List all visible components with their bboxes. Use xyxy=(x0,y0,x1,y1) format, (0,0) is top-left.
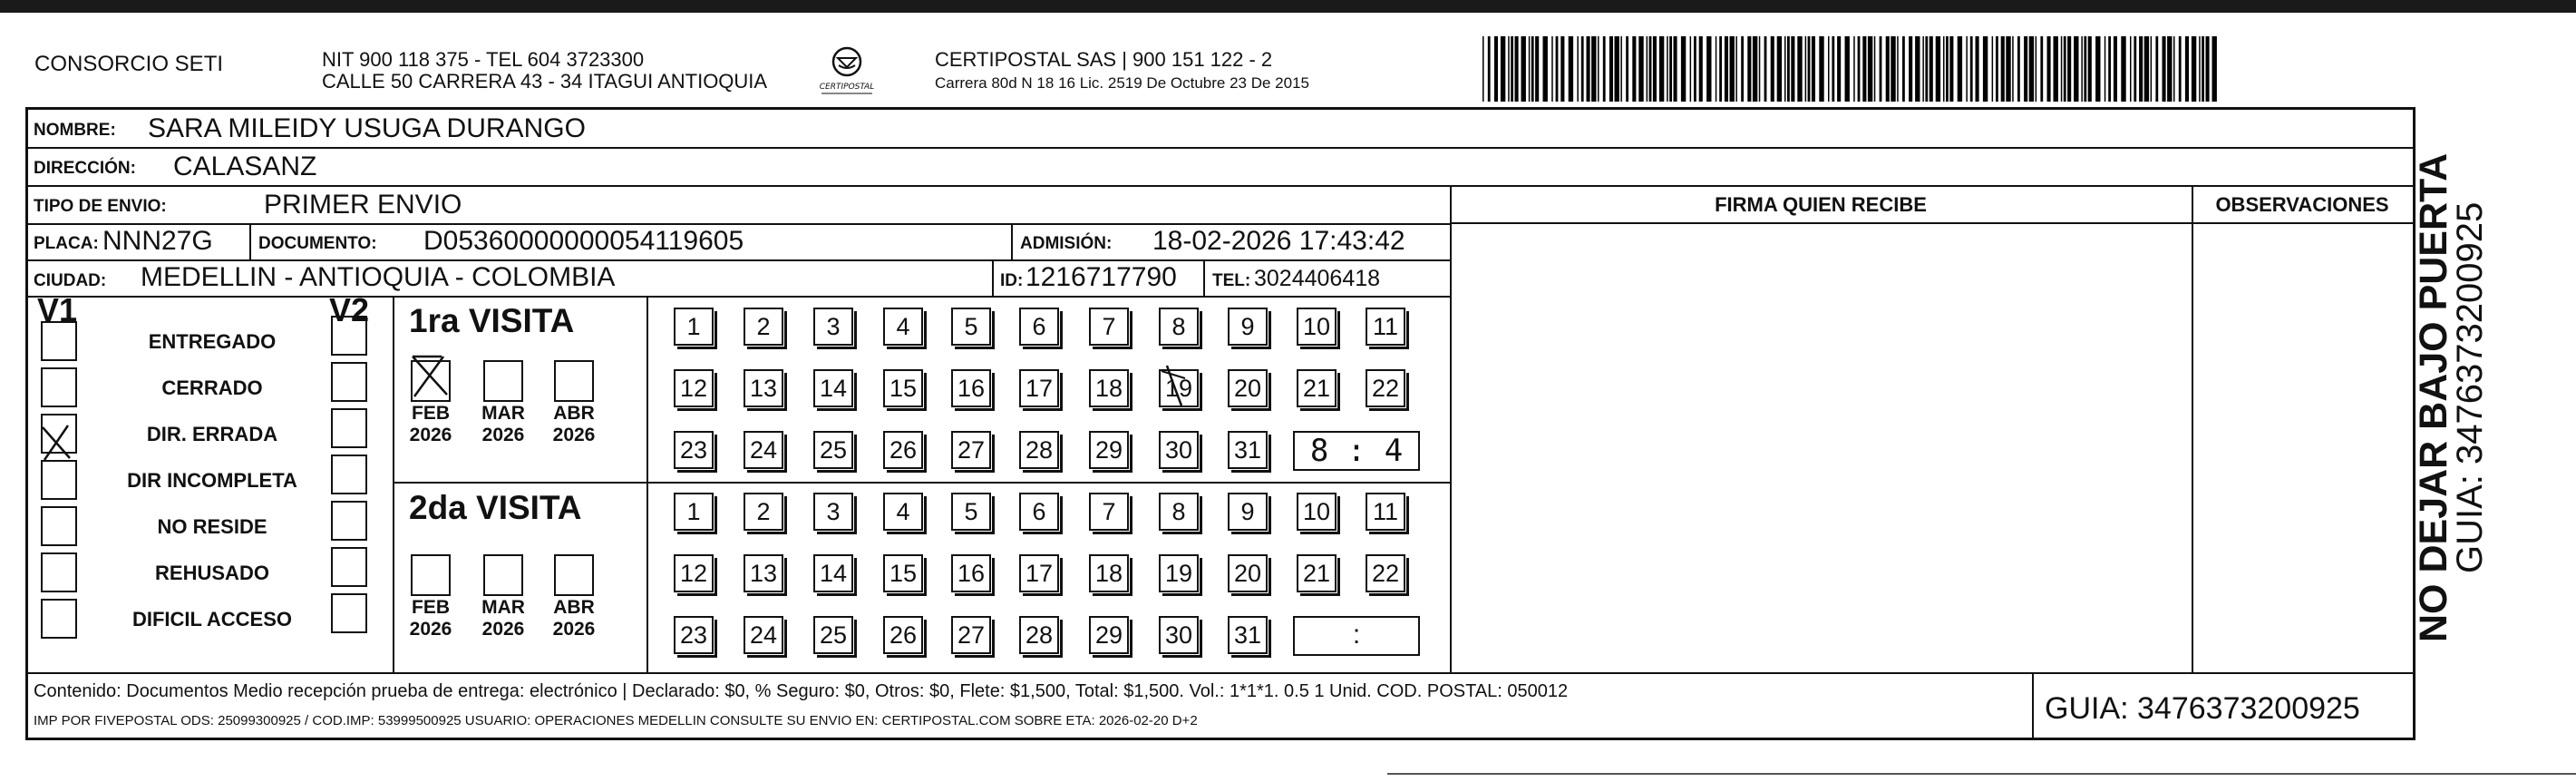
first-visit-day-box[interactable]: 24 xyxy=(744,431,783,469)
first-visit-day-box[interactable]: 30 xyxy=(1159,431,1199,469)
first-visit-day-box[interactable]: 7 xyxy=(1089,308,1129,346)
second-visit-day-box[interactable]: 30 xyxy=(1159,616,1199,654)
tel-label: TEL: xyxy=(1212,271,1251,290)
first-visit-day-box[interactable]: 21 xyxy=(1297,369,1337,407)
first-visit-day-box[interactable]: 10 xyxy=(1297,308,1337,346)
first-visit-day-box[interactable]: 4 xyxy=(883,308,923,346)
first-visit-month-label: ABR xyxy=(553,403,595,424)
first-visit-day-box[interactable]: 2 xyxy=(744,308,783,346)
first-visit-day-box[interactable]: 5 xyxy=(951,308,991,346)
first-visit-day-box[interactable]: 20 xyxy=(1228,369,1268,407)
second-visit-title: 2da VISITA xyxy=(409,489,582,526)
second-visit-month-label: ABR xyxy=(553,597,595,618)
first-visit-day-box[interactable]: 26 xyxy=(883,431,923,469)
status-label: NO RESIDE xyxy=(157,515,267,538)
status-label: CERRADO xyxy=(161,376,263,399)
first-visit-day-box[interactable]: 25 xyxy=(813,431,853,469)
first-visit-day-box[interactable]: 11 xyxy=(1366,308,1405,346)
first-visit-day-box[interactable]: 9 xyxy=(1228,308,1268,346)
second-visit-day-box[interactable]: 27 xyxy=(951,616,991,654)
footer-print-line: IMP POR FIVEPOSTAL ODS: 25099300925 / COD.IMP: 53999500925 USUARIO: OPERACIONES MEDELLIN CONSULTE SU ENVIO EN: CERTIPOSTAL.COM SOBRE ETA: 2026-02-20 D+2 xyxy=(34,713,1198,728)
second-visit-month-label: FEB xyxy=(412,597,450,618)
top-border xyxy=(0,0,2576,13)
first-visit-day-box[interactable]: 22 xyxy=(1366,369,1405,407)
recipient-name: SARA MILEIDY USUGA DURANGO xyxy=(148,113,586,143)
second-visit-day-box[interactable]: 21 xyxy=(1297,554,1337,592)
second-visit-month-year: 2026 xyxy=(552,619,596,640)
second-visit-day-box[interactable]: 24 xyxy=(744,616,783,654)
footer-contents: Contenido: Documentos Medio recepción prueba de entrega: electrónico | Declarado: $0, % Seguro: $0, Otros: $0, Flete: $1,500, Total: $1,500. Vol.: 1*1*1. 0.5 1 Unid. COD. POSTAL: 050012 xyxy=(34,681,1569,701)
first-visit-day-box[interactable]: 14 xyxy=(813,369,853,407)
second-visit-day-box[interactable]: 4 xyxy=(883,493,923,531)
first-visit-day-box[interactable]: 19 xyxy=(1159,369,1199,407)
first-visit-day-box[interactable]: 8 xyxy=(1159,308,1199,346)
first-visit-month-year: 2026 xyxy=(409,425,452,445)
second-visit-month-year: 2026 xyxy=(481,619,525,640)
recipient-address: CALASANZ xyxy=(173,152,317,181)
second-visit-day-box[interactable]: 18 xyxy=(1089,554,1129,592)
first-visit-day-box[interactable]: 1 xyxy=(674,308,714,346)
second-visit-day-box[interactable]: 6 xyxy=(1019,493,1059,531)
second-visit-month-label: MAR xyxy=(481,597,525,618)
first-visit-title: 1ra VISITA xyxy=(409,302,575,339)
recipient-id: 1216717790 xyxy=(1026,262,1177,292)
second-visit-day-box[interactable]: 19 xyxy=(1159,554,1199,592)
signature-header: FIRMA QUIEN RECIBE xyxy=(1715,193,1927,216)
status-label: ENTREGADO xyxy=(148,330,277,353)
second-visit-day-box[interactable]: 15 xyxy=(883,554,923,592)
second-visit-day-box[interactable]: 25 xyxy=(813,616,853,654)
first-visit-day-box[interactable]: 27 xyxy=(951,431,991,469)
status-label: DIR. ERRADA xyxy=(146,423,278,445)
second-visit-day-box[interactable]: 3 xyxy=(813,493,853,531)
address-label: DIRECCIÓN: xyxy=(34,159,136,178)
second-visit-day-box[interactable]: 13 xyxy=(744,554,783,592)
document-label: DOCUMENTO: xyxy=(258,234,377,253)
second-visit-day-box[interactable]: 31 xyxy=(1228,616,1268,654)
second-visit-day-box[interactable]: 29 xyxy=(1089,616,1129,654)
id-label: ID: xyxy=(1000,271,1024,290)
nit-line: NIT 900 118 375 - TEL 604 3723300 xyxy=(322,48,645,71)
second-visit-day-box[interactable]: 12 xyxy=(674,554,714,592)
carrier-address: Carrera 80d N 18 16 Lic. 2519 De Octubre 23 De 2015 xyxy=(935,74,1309,92)
first-visit-day-box[interactable]: 28 xyxy=(1019,431,1059,469)
v2-header: V2 xyxy=(329,291,370,328)
second-visit-day-box[interactable]: 22 xyxy=(1366,554,1405,592)
handwritten-marks xyxy=(28,110,1450,672)
first-visit-day-box[interactable]: 31 xyxy=(1228,431,1268,469)
carrier-line: CERTIPOSTAL SAS | 900 151 122 - 2 xyxy=(935,48,1273,71)
second-visit-day-box[interactable]: 11 xyxy=(1366,493,1405,531)
first-visit-day-box[interactable]: 18 xyxy=(1089,369,1129,407)
admission-datetime: 18-02-2026 17:43:42 xyxy=(1152,226,1405,256)
second-visit-day-box[interactable]: 28 xyxy=(1019,616,1059,654)
second-visit-day-box[interactable]: 16 xyxy=(951,554,991,592)
shipment-form xyxy=(25,107,2416,740)
second-visit-day-box[interactable]: 20 xyxy=(1228,554,1268,592)
second-visit-day-box[interactable]: 2 xyxy=(744,493,783,531)
shipment-type-label: TIPO DE ENVIO: xyxy=(34,197,167,216)
second-visit-day-box[interactable]: 14 xyxy=(813,554,853,592)
side-warning: NO DEJAR BAJO PUERTA xyxy=(2412,152,2455,642)
barcode xyxy=(1482,36,2217,102)
first-visit-day-box[interactable]: 6 xyxy=(1019,308,1059,346)
second-visit-day-box[interactable]: 9 xyxy=(1228,493,1268,531)
observations-header: OBSERVACIONES xyxy=(2215,193,2389,216)
logo-text: CERTIPOSTAL xyxy=(819,83,875,92)
first-visit-day-box[interactable]: 17 xyxy=(1019,369,1059,407)
first-visit-time: 8 : 4 xyxy=(1309,433,1404,469)
first-visit-month-year: 2026 xyxy=(481,425,525,445)
first-visit-month-label: FEB xyxy=(412,403,450,424)
first-visit-day-box[interactable]: 29 xyxy=(1089,431,1129,469)
city-label: CIUDAD: xyxy=(34,271,107,290)
second-visit-day-box[interactable]: 26 xyxy=(883,616,923,654)
second-visit-day-box[interactable]: 5 xyxy=(951,493,991,531)
second-visit-day-box[interactable]: 1 xyxy=(674,493,714,531)
address-line: CALLE 50 CARRERA 43 - 34 ITAGUI ANTIOQUIA xyxy=(322,70,768,93)
company-name: CONSORCIO SETI xyxy=(34,52,224,76)
recipient-tel: 3024406418 xyxy=(1254,266,1381,291)
first-visit-day-box[interactable]: 13 xyxy=(744,369,783,407)
plate-label: PLACA: xyxy=(34,234,99,253)
first-visit-day-box[interactable]: 3 xyxy=(813,308,853,346)
scan-edge xyxy=(1387,773,2576,775)
document-number: D05360000000054119605 xyxy=(423,226,744,256)
second-visit-month-year: 2026 xyxy=(409,619,452,640)
status-label: REHUSADO xyxy=(155,562,269,584)
first-visit-month-label: MAR xyxy=(481,403,525,424)
second-visit-time: : xyxy=(1352,620,1361,650)
shipment-type: PRIMER ENVIO xyxy=(264,190,462,220)
second-visit-day-box[interactable]: 8 xyxy=(1159,493,1199,531)
first-visit-day-box[interactable]: 16 xyxy=(951,369,991,407)
second-visit-day-box[interactable]: 23 xyxy=(674,616,714,654)
footer-guide-number: GUIA: 3476373200925 xyxy=(2045,691,2360,726)
first-visit-day-box[interactable]: 12 xyxy=(674,369,714,407)
certipostal-logo xyxy=(814,44,880,100)
second-visit-day-box[interactable]: 10 xyxy=(1297,493,1337,531)
plate: NNN27G xyxy=(102,226,213,256)
status-label: DIFICIL ACCESO xyxy=(131,608,292,630)
status-label: DIR INCOMPLETA xyxy=(127,469,297,492)
side-guide-number: GUIA: 3476373200925 xyxy=(2450,201,2490,573)
second-visit-day-box[interactable]: 7 xyxy=(1089,493,1129,531)
first-visit-day-box[interactable]: 23 xyxy=(674,431,714,469)
city: MEDELLIN - ANTIOQUIA - COLOMBIA xyxy=(141,262,616,292)
name-label: NOMBRE: xyxy=(34,121,116,140)
first-visit-month-year: 2026 xyxy=(552,425,596,445)
first-visit-day-box[interactable]: 15 xyxy=(883,369,923,407)
admission-label: ADMISIÓN: xyxy=(1020,234,1113,253)
second-visit-day-box[interactable]: 17 xyxy=(1019,554,1059,592)
v1-header: V1 xyxy=(37,291,78,328)
